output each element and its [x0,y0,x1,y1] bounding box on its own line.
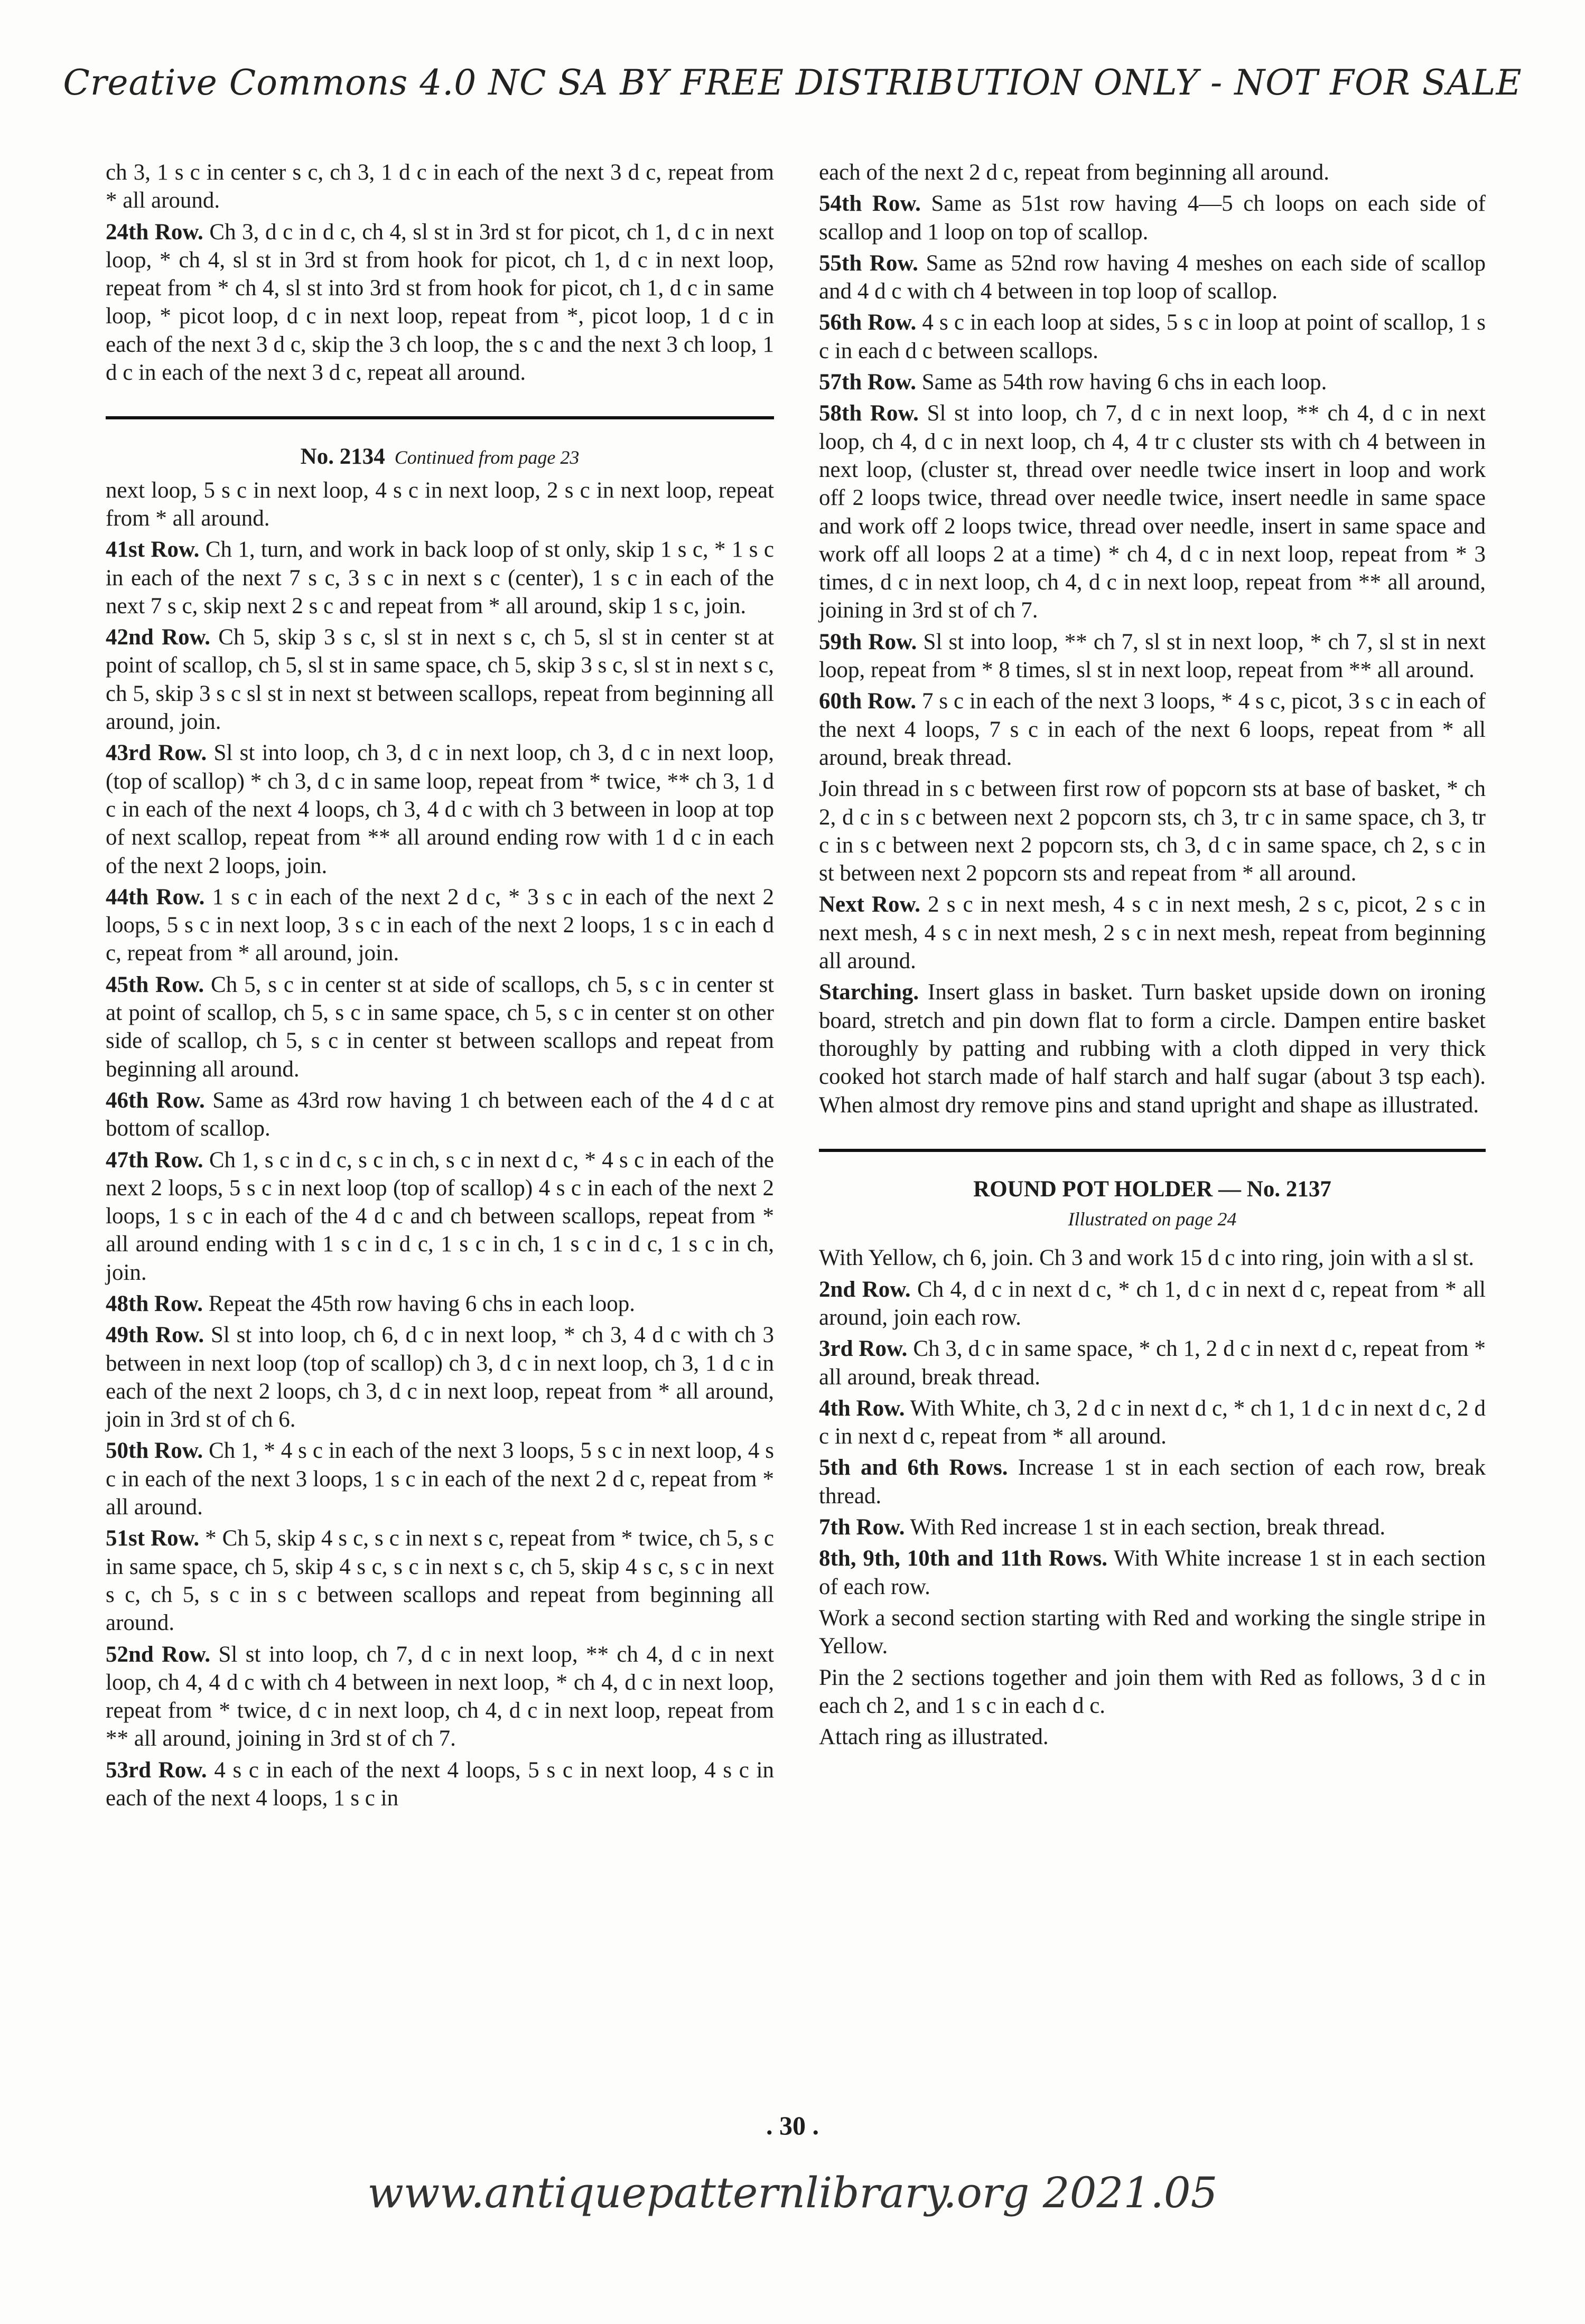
paragraph: 41st Row. Ch 1, turn, and work in back loop of st only, skip 1 s c, * 1 s c in each of the next 7 s c, 3 s c in next s c (center), 1 s c in each of the next 7 s c, skip next 2 s c and repeat from * all around, skip 1 s c, join. [106,537,774,619]
section-heading: ROUND POT HOLDER — No. 2137 [973,1176,1331,1202]
paragraph: Attach ring as illustrated. [819,1725,1049,1750]
paragraph: 4th Row. With White, ch 3, 2 d c in next d c, * ch 1, 1 d c in next d c, 2 d c in next d c, repeat from * all around. [819,1395,1486,1449]
paragraph: 54th Row. Same as 51st row having 4—5 ch loops on each side of scallop and 1 loop on top of scallop. [819,191,1486,245]
paragraph: 53rd Row. 4 s c in each of the next 4 loops, 5 s c in next loop, 4 s c in each of the next 4 loops, 1 s c in [106,1757,774,1811]
license-header: Creative Commons 4.0 NC SA BY FREE DISTRIBUTION ONLY - NOT FOR SALE [63,62,1522,103]
paragraph: Pin the 2 sections together and join them with Red as follows, 3 d c in each ch 2, and 1 s c in each d c. [819,1665,1486,1718]
footer-url: www.antiquepatternlibrary.org 2021.05 [367,2168,1218,2217]
paragraph: 2nd Row. Ch 4, d c in next d c, * ch 1, d c in next d c, repeat from * all around, join each row. [819,1277,1486,1330]
right-column [819,158,1486,1754]
paragraph: 55th Row. Same as 52nd row having 4 meshes on each side of scallop and 4 d c with ch 4 between in top loop of scallop. [819,250,1486,304]
paragraph: Join thread in s c between first row of popcorn sts at base of basket, * ch 2, d c in s c between next 2 popcorn sts, ch 3, tr c in same space, ch 3, tr c in s c between next 2 popcorn sts, ch 3, d c in same space, ch 2, s c in st between next 2 popcorn sts and repeat from * all around. [819,776,1486,886]
paragraph: 44th Row. 1 s c in each of the next 2 d c, * 3 s c in each of the next 2 loops, 5 s c in next loop, 3 s c in each of the next 2 loops, 1 s c in each d c, repeat from * all around, join. [106,884,774,966]
paragraph: With Yellow, ch 6, join. Ch 3 and work 15 d c into ring, join with a sl st. [819,1245,1475,1271]
paragraph: each of the next 2 d c, repeat from beginning all around. [819,160,1329,185]
paragraph: 24th Row. Ch 3, d c in d c, ch 4, sl st in 3rd st for picot, ch 1, d c in next loop, * ch 4, sl st in 3rd st from hook for picot, ch 1, d c in next loop, repeat from * ch 4, sl st into 3rd st from hook for picot, ch 1, d c in same loop, * picot loop, d c in next loop, repeat from *, picot loop, 1 d c in each of the next 3 d c, skip the 3 ch loop, the s c and the next 3 ch loop, 1 d c in each of the next 3 d c, repeat all around. [106,219,774,386]
paragraph: Next Row. 2 s c in next mesh, 4 s c in next mesh, 2 s c, picot, 2 s c in next mesh, 4 s c in next mesh, 2 s c in next mesh, repeat from beginning all around. [819,892,1486,974]
right-section-paragraphs [819,1244,1486,1751]
paragraph: 58th Row. Sl st into loop, ch 7, d c in next loop, ** ch 4, d c in next loop, ch 4, d c in next loop, ch 4, 4 tr c cluster sts with ch 4 between in next loop, (cluster st, thread over needle twice insert in loop and work off 2 loops twice, thread over needle twice, insert needle in same space and work off 2 loops twice, thread over needle, insert in same space and work off all loops 2 at a time) * ch 4, d c in next loop, repeat from * 3 times, d c in next loop, ch 4, d c in next loop, repeat from ** all around, joining in 3rd st of ch 7. [819,401,1486,623]
paragraph: Work a second section starting with Red and working the single stripe in Yellow. [819,1605,1486,1659]
paragraph: next loop, 5 s c in next loop, 4 s c in next loop, 2 s c in next loop, repeat from * all around. [106,477,774,531]
paragraph: 8th, 9th, 10th and 11th Rows. With White increase 1 st in each section of each row. [819,1546,1486,1599]
paragraph: 60th Row. 7 s c in each of the next 3 loops, * 4 s c, picot, 3 s c in each of the next 4 loops, 7 s c in each of the next 6 loops, repeat from * all around, break thread. [819,689,1486,770]
left-top-paragraphs [106,158,774,387]
paragraph: 49th Row. Sl st into loop, ch 6, d c in next loop, * ch 3, 4 d c with ch 3 between in next loop (top of scallop) ch 3, d c in next loop, ch 3, 1 d c in each of the next 2 loops, ch 3, d c in next loop, repeat from * all around, join in 3rd st of ch 6. [106,1323,775,1432]
paragraph: Starching. Insert glass in basket. Turn basket upside down on ironing board, stretch and pin down flat to form a circle. Dampen entire basket thoroughly by patting and rubbing with a cloth dipped in very thick cooked hot starch made of half starch and half sugar (about 3 tsp each). When almost dry remove pins and stand upright and shape as illustrated. [819,980,1486,1118]
paragraph: 51st Row. * Ch 5, skip 4 s c, s c in next s c, repeat from * twice, ch 5, s c in same space, ch 5, skip 4 s c, s c in next s c, ch 5, skip 4 s c, s c in next s c, ch 5, s c in s c between scallops and repeat from beginning all around. [106,1526,774,1636]
paragraph: 47th Row. Ch 1, s c in d c, s c in ch, s c in next d c, * 4 s c in each of the next 2 loops, 5 s c in next loop (top of scallop) 4 s c in each of the next 2 loops, 1 s c in each of the 4 d c and ch between scallops, repeat from * all around ending with 1 s c in d c, 1 s c in ch, 1 s c in d c, 1 s c in ch, join. [106,1147,774,1285]
paragraph: 42nd Row. Ch 5, skip 3 s c, sl st in next s c, ch 5, sl st in center st at point of scallop, ch 5, sl st in same space, ch 5, skip 3 s c, sl st in next s c, ch 5, skip 3 s c sl st in next st between scallops, repeat from beginning all around, join. [106,625,774,735]
section-heading: No. 2134 Continued from page 23 [300,444,580,470]
paragraph: 7th Row. With Red increase 1 st in each section, break thread. [819,1515,1386,1540]
paragraph: 46th Row. Same as 43rd row having 1 ch between each of the 4 d c at bottom of scallop. [106,1088,774,1141]
paragraph: 50th Row. Ch 1, * 4 s c in each of the next 3 loops, 5 s c in next loop, 4 s c in each of the next 3 loops, 1 s c in each of the next 2 d c, repeat from * all around. [106,1438,774,1520]
paragraph: 57th Row. Same as 54th row having 6 chs in each loop. [819,370,1327,395]
paragraph: 3rd Row. Ch 3, d c in same space, * ch 1, 2 d c in next d c, repeat from * all around, break thread. [819,1336,1486,1390]
section-divider [819,1149,1486,1152]
paragraph: 45th Row. Ch 5, s c in center st at side of scallops, ch 5, s c in center st at point of scallop, ch 5, s c in same space, ch 5, s c in center st on other side of scallop, ch 5, s c in center st between scallops and repeat from beginning all around. [106,972,774,1082]
paragraph: 43rd Row. Sl st into loop, ch 3, d c in next loop, ch 3, d c in next loop, (top of scallop) * ch 3, d c in same loop, repeat from * twice, ** ch 3, 1 d c in each of the next 4 loops, ch 3, 4 d c with ch 3 between in loop at top of next scallop, repeat from ** all around ending row with 1 d c in each of the next 2 loops, join. [106,741,775,878]
page-number: . 30 . [766,2111,819,2140]
paragraph: 56th Row. 4 s c in each loop at sides, 5 s c in loop at point of scallop, 1 s c in each d c between scallops. [819,310,1486,363]
left-section-paragraphs [106,476,774,1813]
section-divider [106,416,774,419]
paragraph: 52nd Row. Sl st into loop, ch 7, d c in next loop, ** ch 4, d c in next loop, ch 4, 4 d c with ch 4 between in next loop, * ch 4, d c in next loop, repeat from * twice, d c in next loop, ch 4, d c in next loop, repeat from ** all around, joining in 3rd st of ch 7. [106,1642,774,1751]
paragraph: ch 3, 1 s c in center s c, ch 3, 1 d c in each of the next 3 d c, repeat from * all around. [106,160,774,213]
left-column [106,158,774,1815]
section-subheading: Illustrated on page 24 [1068,1208,1237,1230]
paragraph: 48th Row. Repeat the 45th row having 6 chs in each loop. [106,1291,635,1316]
paragraph: 5th and 6th Rows. Increase 1 st in each section of each row, break thread. [819,1455,1486,1508]
paragraph: 59th Row. Sl st into loop, ** ch 7, sl st in next loop, * ch 7, sl st in next loop, repeat from * 8 times, sl st in next loop, repeat from ** all around. [819,629,1486,683]
right-top-paragraphs [819,158,1486,1119]
